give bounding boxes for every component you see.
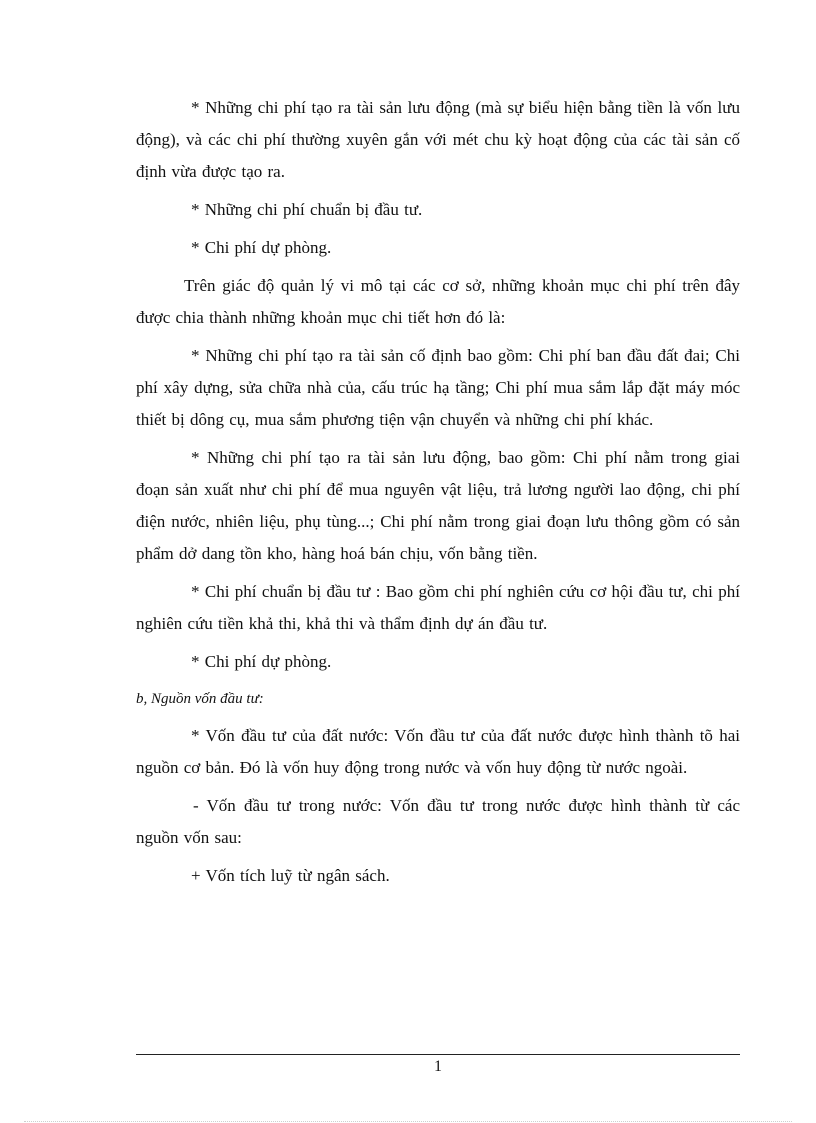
paragraph-budget-accumulation: + Vốn tích luỹ từ ngân sách. — [191, 866, 390, 885]
document-body — [136, 92, 740, 898]
paragraph-current-assets-detail: * Những chi phí tạo ra tài sản lưu động, bao gồm: Chi phí nằm trong giai đoạn sản xuất như chi phí để mua nguyên vật liệu, trả lương người lao động, chi phí điện nước, nhiên liệu, phụ tùng...; Chi phí nằm trong giai đoạn lưu thông gồm có sản phẩm dở dang tồn kho, hàng hoá bán chịu, vốn bằng tiền. — [136, 448, 740, 563]
paragraph-micro-management: Trên giác độ quản lý vi mô tại các cơ sở, những khoản mục chi phí trên đây được chia thành những khoản mục chi tiết hơn đó là: — [136, 276, 740, 327]
paragraph-domestic-capital: - Vốn đầu tư trong nước: Vốn đầu tư trong nước được hình thành từ các nguồn vốn sau: — [136, 796, 740, 847]
paragraph-national-capital: * Vốn đầu tư của đất nước: Vốn đầu tư của đất nước được hình thành tõ hai nguồn cơ bản. Đó là vốn huy động trong nước và vốn huy động từ nước ngoài. — [136, 726, 740, 777]
paragraph-fixed-assets-detail: * Những chi phí tạo ra tài sản cố định bao gồm: Chi phí ban đầu đất đai; Chi phí xây dựng, sửa chữa nhà của, cấu trúc hạ tầng; Chi phí mua sắm lắp đặt máy móc thiết bị dông cụ, mua sắm phương tiện vận chuyển và những chi phí khác. — [136, 346, 740, 429]
page-bottom-edge — [24, 1121, 792, 1122]
paragraph-contingency-costs: * Chi phí dự phòng. — [191, 238, 332, 257]
section-heading-investment-sources: b, Nguồn vốn đầu tư: — [136, 691, 264, 707]
footer-divider — [136, 1054, 740, 1055]
paragraph-current-assets-costs: * Những chi phí tạo ra tài sản lưu động (mà sự biểu hiện bằng tiền là vốn lưu động), và các chi phí thường xuyên gắn với mét chu kỳ hoạt động của các tài sản cố định vừa được tạo ra. — [136, 98, 740, 181]
paragraph-preparation-costs: * Những chi phí chuẩn bị đầu tư. — [191, 200, 423, 219]
paragraph-preparation-detail: * Chi phí chuẩn bị đầu tư : Bao gồm chi phí nghiên cứu cơ hội đầu tư, chi phí nghiên cứu tiền khả thi, khả thi và thẩm định dự án đầu tư. — [136, 582, 740, 633]
paragraph-contingency-detail: * Chi phí dự phòng. — [191, 652, 332, 671]
page-number: 1 — [434, 1058, 442, 1075]
